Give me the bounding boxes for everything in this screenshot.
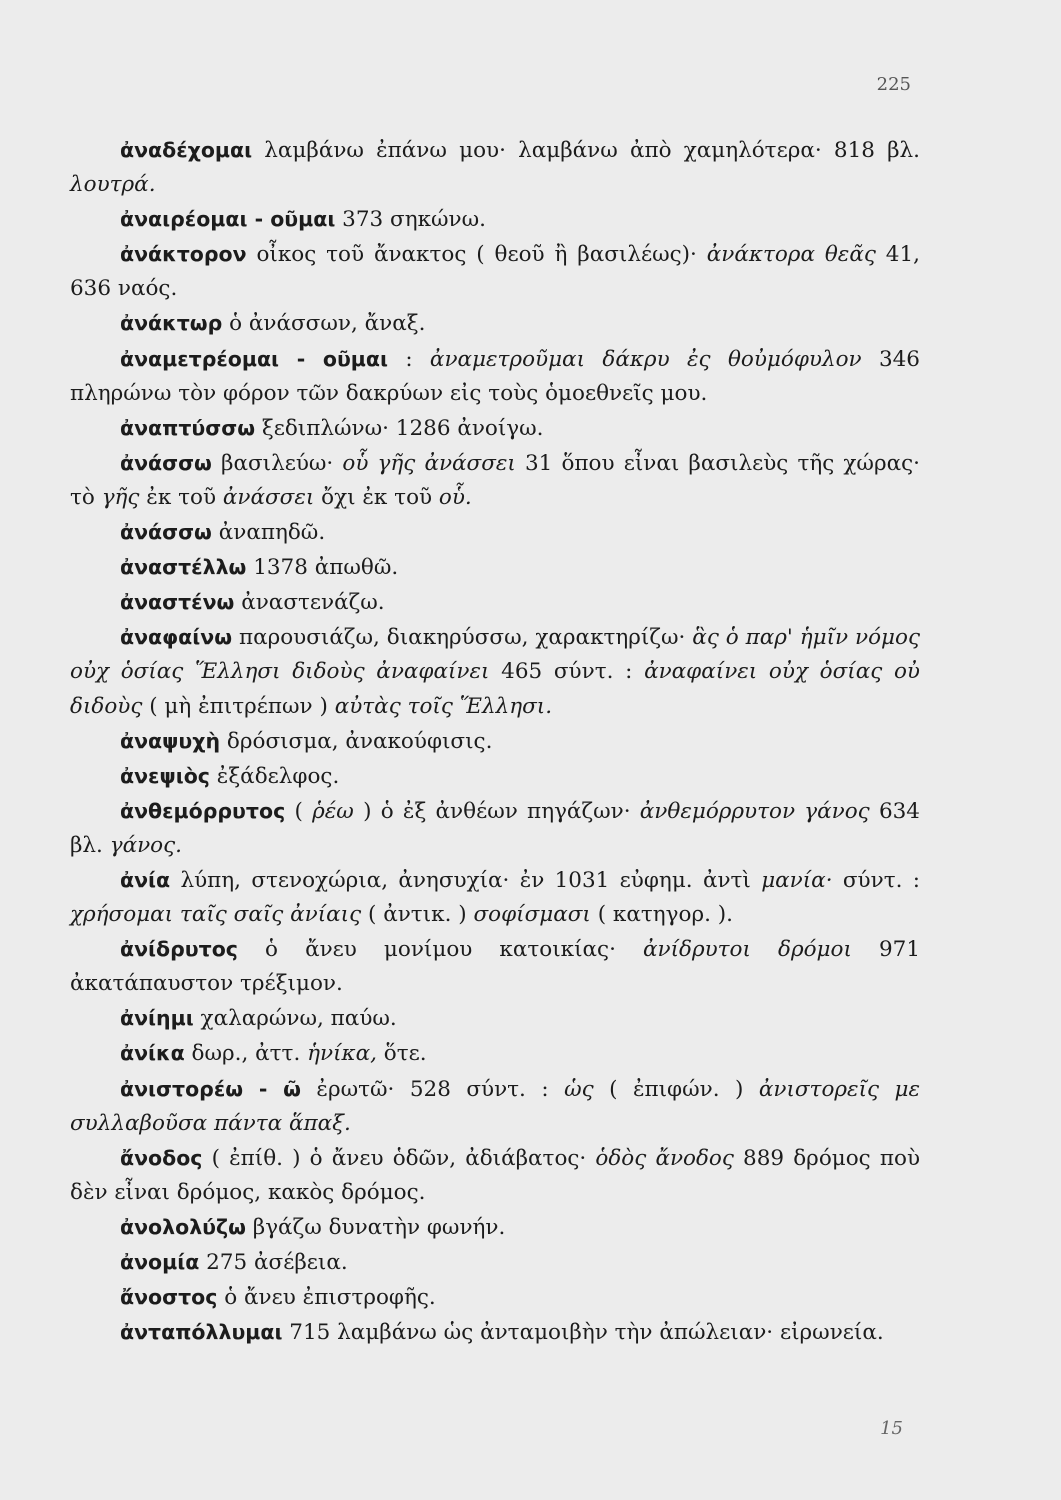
- entry-text: 373 σηκώνω.: [335, 207, 486, 233]
- entry-headword: ἀνάκτορον: [120, 242, 247, 267]
- entry-headword: ἀνολολύζω: [120, 1214, 246, 1239]
- entry-headword: ἄνοστος: [120, 1285, 218, 1310]
- entry-headword: ἀνθεμόρρυτος: [120, 798, 286, 823]
- entry-text: δρόσισμα, ἀνακούφισις.: [220, 728, 493, 754]
- entry-text: ἀναπηδῶ.: [211, 520, 326, 546]
- entry-headword: ἀνταπόλλυμαι: [120, 1320, 283, 1345]
- entry-headword: ἀναψυχὴ: [120, 728, 221, 753]
- entry-quotation: ἀνθεμόρρυτον γάνος: [639, 798, 870, 824]
- entry-headword: ἀναμετρέομαι - οῦμαι: [120, 346, 388, 371]
- entry-quotation: ἀνάσσει: [222, 484, 315, 510]
- entry-text: ὄχι ἐκ τοῦ: [314, 484, 439, 510]
- printer-signature-mark: 15: [880, 1418, 903, 1439]
- entry-quotation: ἡνίκα,: [307, 1041, 377, 1067]
- entry-text: ( ἐπιφών. ): [593, 1076, 759, 1102]
- entry-headword: ἀναφαίνω: [120, 625, 233, 650]
- glossary-entry: [70, 515, 920, 550]
- entry-text: παρουσιάζω, διακηρύσσω, χαρακτηρίζω·: [232, 625, 693, 651]
- glossary-entry: [70, 133, 920, 202]
- entry-text: οἶκος τοῦ ἄνακτος ( θεοῦ ἢ βασιλέως)·: [246, 242, 707, 268]
- entry-headword: ἀνάσσω: [120, 520, 212, 545]
- entry-text: ὁ ἀνάσσων, ἄναξ.: [222, 311, 426, 337]
- entry-headword: ἀναστένω: [120, 590, 235, 615]
- glossary-entry: [70, 1036, 920, 1071]
- entry-text: 346 πληρώνω τὸν φόρον τῶν δακρύων εἰς τοὺς ὁμοεθνεῖς μου.: [70, 346, 920, 406]
- entry-text: ξεδιπλώνω· 1286 ἀνοίγω.: [255, 415, 544, 441]
- entry-quotation: ἀνίδρυτοι δρόμοι: [642, 937, 852, 963]
- entry-headword: ἀνίδρυτος: [120, 937, 238, 962]
- entry-quotation: οὗ.: [438, 484, 472, 510]
- entry-text: βασιλεύω·: [211, 450, 343, 476]
- entry-text: 1378 ἀπωθῶ.: [246, 555, 399, 581]
- entry-quotation: γάνος.: [109, 832, 182, 858]
- entry-headword: ἀνάσσω: [120, 450, 212, 475]
- entry-text: ( μὴ ἐπιτρέπων ): [142, 693, 335, 719]
- entry-quotation: ἀνάκτορα θεᾶς: [706, 242, 876, 268]
- entry-text: ἐκ τοῦ: [139, 484, 223, 510]
- entry-headword: ἀναδέχομαι: [120, 138, 253, 162]
- entry-quotation: σοφίσμασι: [473, 902, 591, 928]
- entry-text: 275 ἀσέβεια.: [199, 1250, 348, 1275]
- glossary-entry: [70, 306, 920, 341]
- glossary-entry: [70, 237, 920, 306]
- glossary-entry: [70, 202, 920, 237]
- glossary-entry: [70, 342, 920, 411]
- glossary-entry: [70, 411, 920, 446]
- entry-text: (: [285, 798, 313, 824]
- glossary-entry: [70, 794, 920, 863]
- entry-headword: ἀνιστορέω - ῶ: [120, 1076, 301, 1101]
- entry-headword: ἀνάκτωρ: [120, 311, 223, 336]
- entry-quotation: χρήσομαι ταῖς σαῖς ἀνίαις: [70, 902, 362, 928]
- entry-headword: ἀνομία: [120, 1250, 200, 1274]
- entry-text: ὁ ἄνευ μονίμου κατοικίας·: [237, 937, 643, 963]
- entry-headword: ἀναιρέομαι - οῦμαι: [120, 207, 336, 232]
- glossary-entry: [70, 585, 920, 620]
- glossary-entry: [70, 1141, 920, 1210]
- glossary-entry: [70, 863, 920, 932]
- entry-text: 889 δρόμος ποὺ δὲν εἶναι δρόμος, κακὸς δρόμος.: [70, 1145, 921, 1205]
- entry-quotation: ἃς ὁ παρ' ἡμῖν νόμος οὐχ ὁσίας Ἕλλησι διδοὺς ἀναφαίνει: [70, 625, 920, 685]
- entry-text: ἐρωτῶ· 528 σύντ. :: [300, 1076, 565, 1102]
- glossary-entry: [70, 1245, 920, 1280]
- glossary-entry: [70, 1315, 920, 1350]
- entry-quotation: μανία·: [761, 867, 833, 893]
- entry-text: χαλαρώνω, παύω.: [193, 1006, 397, 1032]
- entry-headword: ἄνοδος: [120, 1145, 203, 1170]
- entry-quotation: λουτρά.: [70, 172, 156, 198]
- entry-text: βγάζω δυνατὴν φωνήν.: [245, 1214, 506, 1240]
- entry-text: ( ἀντικ. ): [361, 902, 474, 928]
- entry-headword: ἀνίημι: [120, 1006, 194, 1031]
- entry-text: δωρ., ἀττ.: [184, 1041, 308, 1067]
- entry-text: 634 βλ.: [70, 798, 920, 858]
- entry-text: ὁ ἄνευ ἐπιστροφῆς.: [217, 1285, 436, 1311]
- entry-text: ἀναστενάζω.: [234, 590, 385, 616]
- entry-quotation: αὐτὰς τοῖς Ἕλλησι.: [334, 693, 553, 719]
- entry-text: ) ὁ ἐξ ἀνθέων πηγάζων·: [353, 798, 640, 824]
- entry-text: λαμβάνω ἐπάνω μου· λαμβάνω ἀπὸ χαμηλότερα· 818 βλ.: [252, 138, 920, 163]
- glossary-entry: [70, 1280, 920, 1315]
- entry-headword: ἀνία: [120, 867, 171, 892]
- entry-headword: ἀνίκα: [120, 1041, 185, 1066]
- entry-quotation: ὡς: [564, 1076, 594, 1102]
- entry-text: 41, 636 ναός.: [70, 242, 920, 302]
- entry-text: ( ἐπίθ. ) ὁ ἄνευ ὁδῶν, ἀδιάβατος·: [202, 1145, 596, 1171]
- glossary-entry: [70, 1072, 920, 1141]
- entry-text: ἐξάδελφος.: [209, 763, 340, 789]
- entry-headword: ἀναπτύσσω: [120, 415, 256, 440]
- entry-text: 715 λαμβάνω ὡς ἀνταμοιβὴν τὴν ἀπώλειαν· εἰρωνεία.: [282, 1320, 884, 1346]
- glossary-entry: [70, 724, 920, 759]
- entry-quotation: ῥέω: [312, 798, 354, 824]
- entry-text: ὅτε.: [376, 1041, 427, 1067]
- entry-text: 31 ὅπου εἶναι βασιλεὺς τῆς χώρας· τὸ: [70, 450, 920, 510]
- entry-quotation: ἀναμετροῦμαι δάκρυ ἐς θοὐμόφυλον: [429, 346, 862, 372]
- glossary-entry: [70, 1210, 920, 1245]
- entry-quotation: οὗ γῆς ἀνάσσει: [342, 450, 516, 476]
- entry-headword: ἀναστέλλω: [120, 555, 247, 580]
- entry-text: λύπη, στενοχώρια, ἀνησυχία· ἐν 1031 εὐφημ. ἀντὶ: [170, 867, 762, 893]
- entry-quotation: γῆς: [101, 484, 140, 510]
- glossary-entry: [70, 1001, 920, 1036]
- entry-text: 971 ἀκατάπαυστον τρέξιμον.: [70, 937, 921, 997]
- glossary-entries: [70, 133, 920, 1350]
- glossary-entry: [70, 620, 920, 723]
- entry-headword: ἀνεψιὸς: [120, 763, 210, 788]
- glossary-entry: [70, 932, 920, 1001]
- glossary-entry: [70, 759, 920, 794]
- entry-text: ( κατηγορ. ).: [590, 902, 733, 928]
- glossary-entry: [70, 446, 920, 515]
- entry-text: 465 σύντ. :: [489, 659, 645, 685]
- page-number: 225: [876, 74, 911, 95]
- entry-quotation: ἀναφαίνει οὐχ ὁσίας οὐ διδοὺς: [70, 659, 920, 719]
- glossary-entry: [70, 550, 920, 585]
- entry-quotation: ἀνιστορεῖς με συλλαβοῦσα πάντα ἅπαξ.: [70, 1076, 921, 1136]
- entry-quotation: ὁδὸς ἄνοδος: [595, 1145, 734, 1171]
- entry-text: σύντ. :: [832, 867, 920, 893]
- entry-text: :: [387, 346, 430, 372]
